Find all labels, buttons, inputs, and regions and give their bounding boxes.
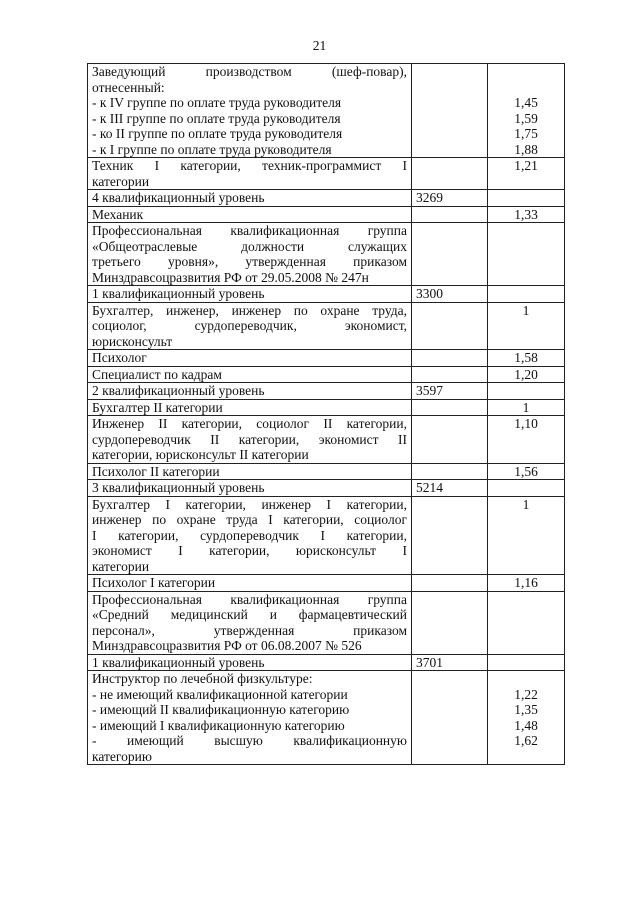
table-row	[88, 575, 565, 592]
coefficient-cell	[488, 206, 565, 223]
base-salary-cell	[412, 366, 488, 383]
position-name-line: - к III группе по оплате труда руководителя	[92, 110, 341, 126]
position-name-line: Инженер II категории, социолог II категории,	[92, 416, 407, 431]
coefficient-value: 1,35	[514, 702, 538, 717]
base-salary-cell	[412, 463, 488, 480]
coefficient-value	[492, 671, 560, 687]
coefficient-cell	[488, 366, 565, 383]
table-row	[88, 383, 565, 400]
position-name-line: - ко II группе по оплате труда руководителя	[92, 126, 343, 141]
position-name-cell	[88, 480, 412, 497]
position-name-line: «Средний медицинский и фармацевтический	[92, 607, 407, 622]
position-name-line: Бухгалтер, инженер, инженер по охране труда,	[92, 302, 407, 318]
position-name-cell	[88, 591, 412, 654]
coefficient-value: 1,20	[514, 366, 538, 382]
coefficient-cell	[488, 223, 565, 286]
base-salary-cell: 5214	[412, 480, 488, 497]
position-name-line: Специалист по кадрам	[92, 366, 222, 382]
position-name-line: Бухгалтер I категории, инженер I категории,	[92, 496, 407, 512]
position-name-line: экономист I категории, юрисконсульт I	[92, 543, 407, 558]
position-name-line: - имеющий высшую квалификационную	[92, 733, 407, 748]
base-salary-cell: 3269	[412, 190, 488, 207]
coefficient-value: 1,10	[514, 416, 538, 431]
table-row	[88, 190, 565, 207]
table-row	[88, 671, 565, 765]
position-name-line: 1 квалификационный уровень	[92, 286, 265, 301]
coefficient-value: 1,48	[514, 717, 538, 733]
base-salary-cell	[412, 223, 488, 286]
table-row	[88, 654, 565, 671]
position-name-line: Психолог II категории	[92, 463, 220, 479]
position-name-line: Минздравсоцразвития РФ от 29.05.2008 № 247н	[92, 269, 369, 285]
coefficient-cell	[488, 383, 565, 400]
base-salary-cell	[412, 416, 488, 464]
position-name-line: Техник I категории, техник-программист I	[92, 158, 407, 173]
base-salary-cell	[412, 158, 488, 190]
coefficient-cell	[488, 416, 565, 464]
table-row	[88, 480, 565, 497]
base-salary-cell	[412, 575, 488, 592]
position-name-cell	[88, 302, 412, 350]
position-name-line: категорию	[92, 748, 152, 764]
position-name-line: Бухгалтер II категории	[92, 399, 223, 415]
coefficient-value: 1,33	[514, 206, 538, 222]
position-name-cell	[88, 64, 412, 158]
table-body	[88, 64, 565, 765]
position-name-cell	[88, 383, 412, 400]
table-row	[88, 416, 565, 464]
base-salary-cell	[412, 591, 488, 654]
position-name-line: - имеющий II квалификационную категорию	[92, 702, 350, 717]
base-salary-cell	[412, 350, 488, 367]
base-salary-cell	[412, 496, 488, 575]
position-name-line: Инструктор по лечебной физкультуре:	[92, 671, 313, 686]
position-name-cell	[88, 223, 412, 286]
coefficient-value: 1,62	[514, 733, 538, 748]
coefficient-cell	[488, 399, 565, 416]
position-name-line: категории, юрисконсульт II категории	[92, 447, 309, 462]
position-name-cell	[88, 350, 412, 367]
table-row	[88, 286, 565, 303]
coefficient-value	[492, 655, 560, 671]
coefficient-cell	[488, 190, 565, 207]
coefficient-value: 1,22	[514, 686, 538, 702]
coefficient-value	[492, 223, 560, 239]
coefficient-cell	[488, 575, 565, 592]
position-name-line: юрисконсульт	[92, 333, 173, 349]
base-salary-cell	[412, 399, 488, 416]
position-name-cell	[88, 671, 412, 765]
coefficient-cell	[488, 463, 565, 480]
position-name-line: - к IV группе по оплате труда руководителя	[92, 95, 342, 110]
table-row	[88, 206, 565, 223]
position-name-cell	[88, 190, 412, 207]
position-name-line: персонал», утвержденная приказом	[92, 622, 407, 638]
coefficient-cell	[488, 480, 565, 497]
coefficient-cell	[488, 158, 565, 190]
position-name-line: Профессиональная квалификационная группа	[92, 591, 407, 607]
position-name-cell	[88, 399, 412, 416]
position-name-line: категории	[92, 173, 150, 189]
coefficient-cell	[488, 302, 565, 350]
position-name-cell	[88, 158, 412, 190]
table-row	[88, 350, 565, 367]
coefficient-value: 1,75	[514, 126, 538, 141]
coefficient-cell	[488, 591, 565, 654]
coefficient-value: 1,16	[514, 575, 538, 590]
coefficient-cell	[488, 496, 565, 575]
coefficient-cell	[488, 64, 565, 158]
position-name-line: «Общеотраслевые должности служащих	[92, 238, 407, 254]
coefficient-cell	[488, 654, 565, 671]
position-name-cell	[88, 286, 412, 303]
position-name-line: Психолог I категории	[92, 575, 216, 590]
table-row	[88, 158, 565, 190]
position-name-cell	[88, 575, 412, 592]
base-salary-cell: 3597	[412, 383, 488, 400]
position-name-line: Минздравсоцразвития РФ от 06.08.2007 № 526	[92, 638, 362, 653]
base-salary-cell: 3701	[412, 654, 488, 671]
position-name-line: сурдопереводчик II категории, экономист II	[92, 431, 407, 447]
position-name-line: Механик	[92, 206, 144, 222]
position-name-line: - имеющий I квалификационную категорию	[92, 717, 345, 733]
table-row	[88, 399, 565, 416]
coefficient-value: 1,58	[514, 350, 538, 365]
coefficient-value: 1,56	[514, 463, 538, 479]
page-number: 21	[312, 38, 327, 53]
coefficient-value: 1	[522, 496, 530, 512]
position-name-line: Профессиональная квалификационная группа	[92, 223, 407, 238]
coefficient-value: 1,21	[514, 158, 538, 173]
coefficient-value	[492, 64, 560, 80]
coefficient-value: 1,88	[514, 141, 538, 157]
coefficient-value	[492, 480, 560, 496]
base-salary-cell	[412, 671, 488, 765]
position-name-line: 1 квалификационный уровень	[92, 654, 265, 670]
table-row	[88, 463, 565, 480]
table-row	[88, 302, 565, 350]
table-row	[88, 591, 565, 654]
position-name-line: 4 квалификационный уровень	[92, 190, 265, 205]
position-name-line: третьего уровня», утвержденная приказом	[92, 254, 407, 269]
position-name-line: 2 квалификационный уровень	[92, 383, 265, 398]
coefficient-value	[492, 749, 560, 765]
base-salary-cell	[412, 302, 488, 350]
position-name-line: социолог, сурдопереводчик, экономист,	[92, 318, 407, 333]
position-name-line: - к I группе по оплате труда руководителя	[92, 141, 332, 157]
position-name-line: I категории, сурдопереводчик I категории,	[92, 527, 407, 543]
coefficient-value	[492, 190, 560, 206]
coefficient-value: 1,45	[514, 95, 538, 110]
coefficient-value	[492, 383, 560, 399]
table-row	[88, 496, 565, 575]
position-name-line: Психолог	[92, 350, 147, 365]
position-name-cell	[88, 654, 412, 671]
base-salary-cell: 3300	[412, 286, 488, 303]
base-salary-cell	[412, 206, 488, 223]
position-name-line: Заведующий производством (шеф-повар),	[92, 64, 407, 79]
position-name-cell	[88, 416, 412, 464]
coefficient-value	[492, 592, 560, 608]
position-name-line: инженер по охране труда I категории, социолог	[92, 512, 407, 527]
position-name-cell	[88, 463, 412, 480]
coefficient-value	[492, 80, 560, 96]
coefficient-value	[492, 286, 560, 302]
coefficient-value: 1	[522, 302, 530, 318]
position-name-cell	[88, 496, 412, 575]
base-salary-cell	[412, 64, 488, 158]
table-row	[88, 64, 565, 158]
coefficient-value: 1,59	[514, 110, 538, 126]
table-row	[88, 223, 565, 286]
salary-coefficient-table	[87, 63, 565, 765]
position-name-line: категории	[92, 558, 150, 574]
coefficient-cell	[488, 350, 565, 367]
position-name-cell	[88, 206, 412, 223]
position-name-line: - не имеющий квалификационной категории	[92, 686, 348, 702]
position-name-line: 3 квалификационный уровень	[92, 480, 265, 495]
coefficient-cell	[488, 286, 565, 303]
coefficient-cell	[488, 671, 565, 765]
position-name-cell	[88, 366, 412, 383]
table-row	[88, 366, 565, 383]
position-name-line: отнесенный:	[92, 79, 165, 95]
coefficient-value: 1	[522, 399, 530, 415]
